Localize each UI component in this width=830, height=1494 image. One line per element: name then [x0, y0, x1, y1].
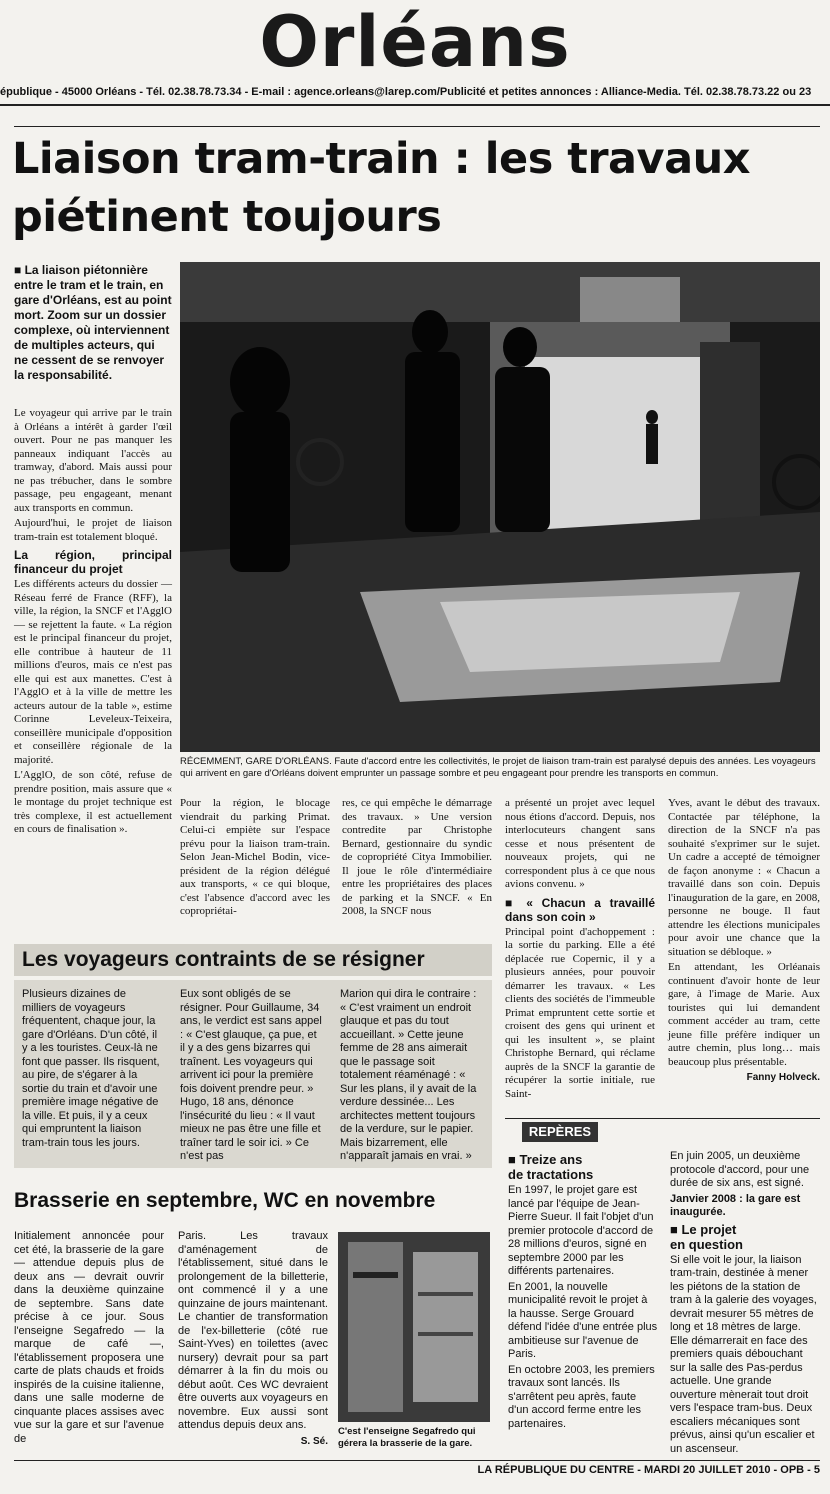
- sidebar-box-title: Les voyageurs contraints de se résigner: [14, 944, 492, 976]
- reperes-subhead-2: [670, 1222, 820, 1252]
- top-rule: [0, 104, 830, 106]
- brasserie-photo: [338, 1232, 490, 1422]
- article-column-4: [505, 797, 655, 1103]
- reperes-2005: En juin 2005, un deuxième protocole d'accord, pour une durée de six ans, est signé.: [670, 1150, 810, 1189]
- box-column-3: Marion qui dira le contraire : « C'est vraiment un endroit glauque et pas du tout accueillant. » Cette jeune femme de 28 ans aimerait que le passage soit totalement réaménagé : « Sur les plans, il y avait de la verdure dessinée... Les architectes mettent toujours de la verdure, sur le papier. Mais bizarrement, elle n'apparaît jamais en vrai. »: [340, 988, 477, 1162]
- reperes-column-1: [508, 1150, 658, 1433]
- brasserie-photo-caption: C'est l'enseigne Segafredo qui gérera la brasserie de la gare.: [338, 1426, 476, 1449]
- headline: [12, 130, 822, 246]
- square-bullet-icon: ■: [508, 1152, 520, 1167]
- reperes-subhead-2-line-2: en question: [670, 1236, 743, 1252]
- contact-line: épublique - 45000 Orléans - Tél. 02.38.78.73.34 - E-mail : agence.orleans@larep.com/Publicité et petites annonces : Alliance-Media. Tél. 02.38.78.73.22 ou 23: [0, 86, 812, 98]
- col4-subhead: [505, 896, 655, 924]
- col4-paragraph-2: Principal point d'achoppement : la sortie du parking. Elle a été déplacée rue Copernic, il y a plusieurs années, pour pouvoir démarrer les travaux. « Les clients des sociétés de l'immeuble Primat empruntent cette sortie et croisent des gens qui urinent et qui les insultent », se plaint Christophe Bernard, qui réclame auprès de la SNCF la garantie de récupérer la sortie initiale, rue Saint-: [505, 925, 655, 1100]
- lead-text: La liaison piétonnière entre le tram et le train, en gare d'Orléans, est au point mort. Zoom sur un dossier complexe, où interviennent de multiples acteurs, qui ne cessent de se renvoyer la responsabilité.: [14, 263, 172, 382]
- article-column-1: [14, 407, 172, 839]
- masthead: Orléans: [259, 1, 571, 83]
- col1-paragraph-2: Aujourd'hui, le projet de liaison tram-train est totalement bloqué.: [14, 517, 172, 543]
- byline: Fanny Holveck.: [746, 1072, 820, 1083]
- brasserie-title: Brasserie en septembre, WC en novembre: [14, 1189, 436, 1212]
- col4-paragraph-1: a présenté un projet avec lequel nous étions d'accord. Depuis, nos interlocuteurs changent sans cesse et nous présentent de nouveaux projets, qui ne correspondent plus à ce que nous avions convenu. »: [505, 797, 655, 890]
- box-column-2: Eux sont obligés de se résigner. Pour Guillaume, 34 ans, le verdict est sans appel : « C'est glauque, ça pue, et il y a des gens bizarres qui traînent. Les voyageurs qui arrivent ici pour la première fois doivent prendre peur. » Hugo, 18 ans, dénonce l'insécurité du lieu : « Il vaut mieux ne pas être une fille et traîner tard le soir ici. » Ce n'est pas: [180, 988, 322, 1162]
- lead-paragraph: [14, 263, 172, 383]
- photo-caption: RÉCEMMENT, GARE D'ORLÉANS. Faute d'accord entre les collectivités, le projet de liaison tram-train est paralysé depuis des années. Les voyageurs qui arrivent en gare d'Orléans doivent emprunter un passage sombre et peu engageant pour prendre les transports en commun.: [180, 756, 816, 779]
- col5-paragraph-1: Yves, avant le début des travaux. Contactée par téléphone, la direction de la SNCF n'a pas souhaité s'exprimer sur le sujet. Un cadre a accepté de témoigner de façon anonyme : « Chacun a travaillé dans son coin. Depuis l'inauguration de la gare, en 2008, personne ne bouge. Il faut attendre les élections municipales pour avoir une chance que la situation se débloque. »: [668, 797, 820, 958]
- article-column-2: Pour la région, le blocage viendrait du parking Primat. Celui-ci empiète sur l'espace prévu pour la liaison tram-train. Selon Jean-Michel Bodin, vice-président de la région délégué aux transports, « ce qui bloque, c'est l'absence d'accord avec les copropriétai-: [180, 797, 330, 917]
- brasserie-photo-illustration: [338, 1232, 490, 1422]
- reperes-subhead-1-line-2: de tractations: [508, 1167, 594, 1182]
- station-photo-illustration: [180, 262, 820, 752]
- reperes-2003: En octobre 2003, les premiers travaux sont lancés. Ils s'arrêtent peu après, faute d'un accord ferme entre les partenaires.: [508, 1363, 655, 1430]
- square-bullet-icon: ■: [670, 1221, 682, 1237]
- col1-paragraph-4: L'AgglO, de son côté, refuse de prendre position, mais assure que « le montage du projet technique est très complexe, il est actuellement en cours de finalisation ».: [14, 769, 172, 835]
- reperes-subhead-1: [508, 1152, 658, 1182]
- box-column-1: Plusieurs dizaines de milliers de voyageurs fréquentent, chaque jour, la gare d'Orléans. D'un côté, il y a les touristes. Ceux-là ne font que passer. Ils risquent, au pire, de s'égarer à la sortie du train et d'avoir une première image négative de la ville. Et puis, il y a ceux qui empruntent la liaison tram-train tous les jours.: [22, 988, 160, 1149]
- reperes-project: Si elle voit le jour, la liaison tram-train, destinée à mener les piétons de la station de tram à la galerie des voyages, devrait mesurer 55 mètres de long et 18 mètres de large. Elle démarrerait en face des premiers quais débouchant sur la salle des Pas-perdus actuelle. Une grande ouverture mènerait tout droit vers l'espace tram-bus. Deux escaliers mécaniques sont prévus, ainsi qu'un escalier et un ascenseur.: [670, 1253, 817, 1455]
- reperes-tag: REPÈRES: [522, 1122, 598, 1142]
- col1-paragraph-1: Le voyageur qui arrive par le train à Orléans a intérêt à garder l'œil ouvert. Pour ne pas manquer les panneaux indiquant l'accès au tramway, d'abord. Mais aussi pour ne pas trébucher, dans le sombre passage, peu engageant, menant aux transports en commun.: [14, 407, 172, 514]
- col4-subhead-text: « Chacun a travaillé dans son coin »: [505, 895, 655, 924]
- reperes-1997: En 1997, le projet gare est lancé par l'équipe de Jean-Pierre Sueur. Il fait l'objet d'un premier protocole d'accord de 28 millions d'euros, signé en septembre 2000 par les différents partenaires.: [508, 1184, 654, 1277]
- headline-rule: [14, 126, 820, 127]
- headline-line-2: piétinent toujours: [12, 192, 442, 242]
- col1-paragraph-3: Les différents acteurs du dossier — Réseau ferré de France (RFF), la ville, la région, la SNCF et l'AgglO — se rejettent la faute. « La région est le principal financeur du projet, elle contribue à hauteur de 11 millions d'euros, mais ce n'est pas elle qui est aux manettes. C'est à l'AgglO et à la ville de mettre les acteurs autour de la table », estime Corinne Leveleux-Teixeira, conseillère municipale d'opposition et conseillère régionale de la majorité.: [14, 578, 172, 766]
- reperes-rule: [505, 1118, 820, 1119]
- col5-paragraph-2: En attendant, les Orléanais continuent d'avoir honte de leur gare, à l'image de Marie. Aux touristes qui lui demandent comment accéder au tram, cette jeune fille préfère indiquer un autre chemin, plus long… mais beaucoup plus présentable.: [668, 961, 820, 1068]
- article-column-3: res, ce qui empêche le démarrage des travaux. » Une version contredite par Christophe Bernard, gestionnaire du syndic de copropriété Citya Immobilier. Il joue le rôle d'intermédiaire entre les propriétaires des places de parking et la SNCF. « En 2008, la SNCF nous: [342, 797, 492, 917]
- brasserie-column-1: Initialement annoncée pour cet été, la brasserie de la gare — attendue depuis plus de deux ans — devrait ouvrir dans la deuxième quinzaine de septembre. Sans date précise à ce jour. Sous l'enseigne Segafredo — la marque de café —, l'établissement proposera une carte de plats chauds et froids inspirés de la cuisine italienne, dans une salle moderne de cinquante places assises avec vue sur la gare et sur l'avenue de: [14, 1230, 164, 1445]
- page-footer: LA RÉPUBLIQUE DU CENTRE - MARDI 20 JUILLET 2010 - OPB - 5: [477, 1464, 820, 1476]
- brasserie-column-2-text: Paris. Les travaux d'aménagement de l'établissement, situé dans le prolongement de la billetterie, ont commencé il y a une quinzaine de jours maintenant. Le chantier de transformation de l'ex-billetterie (côté rue Saint-Yves) en toilettes (avec nursery) devrait pour sa part démarrer à la fin du mois ou début août. Ces WC devraient être ouverts aux voyageurs en novembre. Eux aussi sont attendus depuis deux ans.: [178, 1230, 328, 1431]
- footer-rule: [14, 1460, 820, 1461]
- square-bullet-icon: ■: [505, 895, 527, 910]
- brasserie-byline: S. Sé.: [300, 1435, 328, 1447]
- reperes-subhead-2-line-1: [670, 1222, 820, 1237]
- reperes-subhead-1-line-1: [508, 1152, 658, 1167]
- reperes-subhead-1-line-1-text: Treize ans: [519, 1152, 583, 1167]
- reperes-subhead-2-line-1-text: Le projet: [681, 1221, 737, 1237]
- station-photo: [180, 262, 820, 752]
- reperes-2001: En 2001, la nouvelle municipalité revoit le projet à la hausse. Serge Grouard défend l'idée d'une entrée plus ambitieuse sur l'avenue de Paris.: [508, 1280, 658, 1360]
- article-column-5: [668, 797, 820, 1085]
- reperes-2008: Janvier 2008 : la gare est inaugurée.: [670, 1192, 801, 1218]
- col1-subhead: La région, principal financeur du projet: [14, 548, 172, 576]
- brasserie-column-2: [178, 1230, 328, 1448]
- square-bullet-icon: ■: [14, 263, 25, 277]
- headline-line-1: Liaison tram-train : les travaux: [12, 134, 750, 184]
- reperes-column-2: [670, 1150, 820, 1458]
